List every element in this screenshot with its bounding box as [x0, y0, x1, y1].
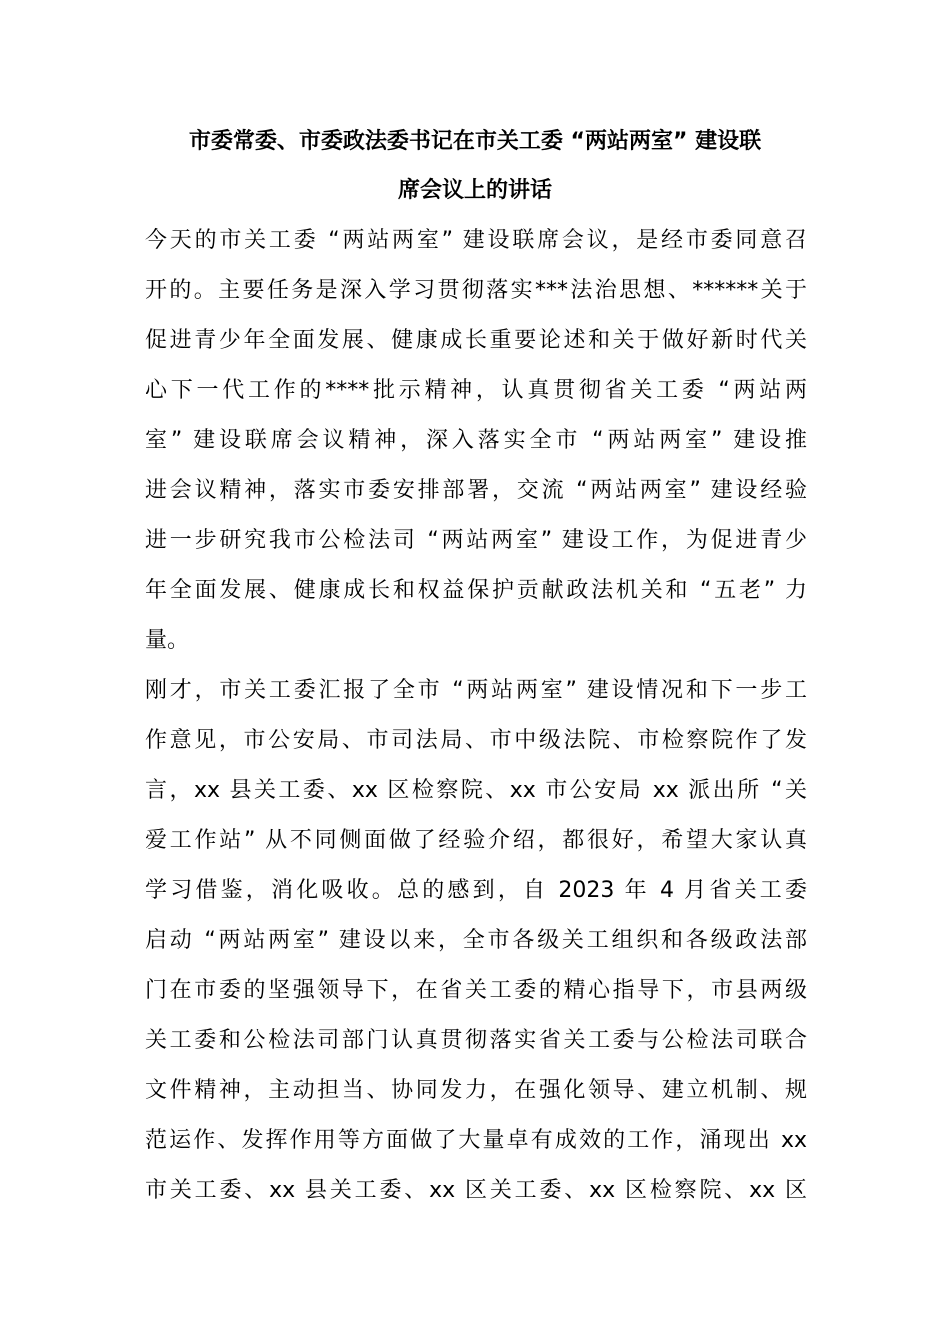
paragraph-line: 言，xx 县关工委、xx 区检察院、xx 市公安局 xx 派出所 “关 — [145, 778, 807, 803]
paragraph-line: 量。 — [145, 628, 190, 653]
paragraph-line: 促进青少年全面发展、健康成长重要论述和关于做好新时代关 — [145, 328, 807, 353]
paragraph-line: 爱工作站” 从不同侧面做了经验介绍，都很好，希望大家认真 — [145, 828, 807, 853]
paragraph-line: 范运作、发挥作用等方面做了大量卓有成效的工作，涌现出 xx — [145, 1128, 807, 1153]
paragraph-line: 年全面发展、健康成长和权益保护贡献政法机关和 “五老” 力 — [145, 578, 807, 603]
paragraph-line: 进一步研究我市公检法司 “两站两室” 建设工作，为促进青少 — [145, 528, 807, 553]
paragraph-line: 进会议精神，落实市委安排部署，交流 “两站两室” 建设经验 — [145, 478, 807, 503]
paragraph-line: 学习借鉴，消化吸收。总的感到，自 2023 年 4 月省关工委 — [145, 878, 807, 903]
paragraph-line: 作意见，市公安局、市司法局、市中级法院、市检察院作了发 — [145, 728, 807, 753]
paragraph-line: 室” 建设联席会议精神，深入落实全市 “两站两室” 建设推 — [145, 428, 807, 453]
paragraph-line: 文件精神，主动担当、协同发力，在强化领导、建立机制、规 — [145, 1078, 807, 1103]
paragraph-line: 开的。主要任务是深入学习贯彻落实***法治思想、******关于 — [145, 278, 807, 303]
paragraph-line: 启动 “两站两室” 建设以来，全市各级关工组织和各级政法部 — [145, 928, 807, 953]
paragraph-line: 刚才，市关工委汇报了全市 “两站两室” 建设情况和下一步工 — [145, 678, 807, 703]
document-title-line-1: 市委常委、市委政法委书记在市关工委 “两站两室” 建设联 — [188, 129, 762, 154]
document-title-line-2: 席会议上的讲话 — [397, 178, 552, 203]
paragraph-line: 关工委和公检法司部门认真贯彻落实省关工委与公检法司联合 — [145, 1028, 807, 1053]
paragraph-line: 门在市委的坚强领导下，在省关工委的精心指导下，市县两级 — [145, 978, 807, 1003]
paragraph-line: 心下一代工作的****批示精神，认真贯彻省关工委 “两站两 — [145, 378, 807, 403]
paragraph-line: 今天的市关工委 “两站两室” 建设联席会议，是经市委同意召 — [145, 228, 807, 253]
paragraph-line: 市关工委、xx 县关工委、xx 区关工委、xx 区检察院、xx 区 — [145, 1178, 807, 1203]
